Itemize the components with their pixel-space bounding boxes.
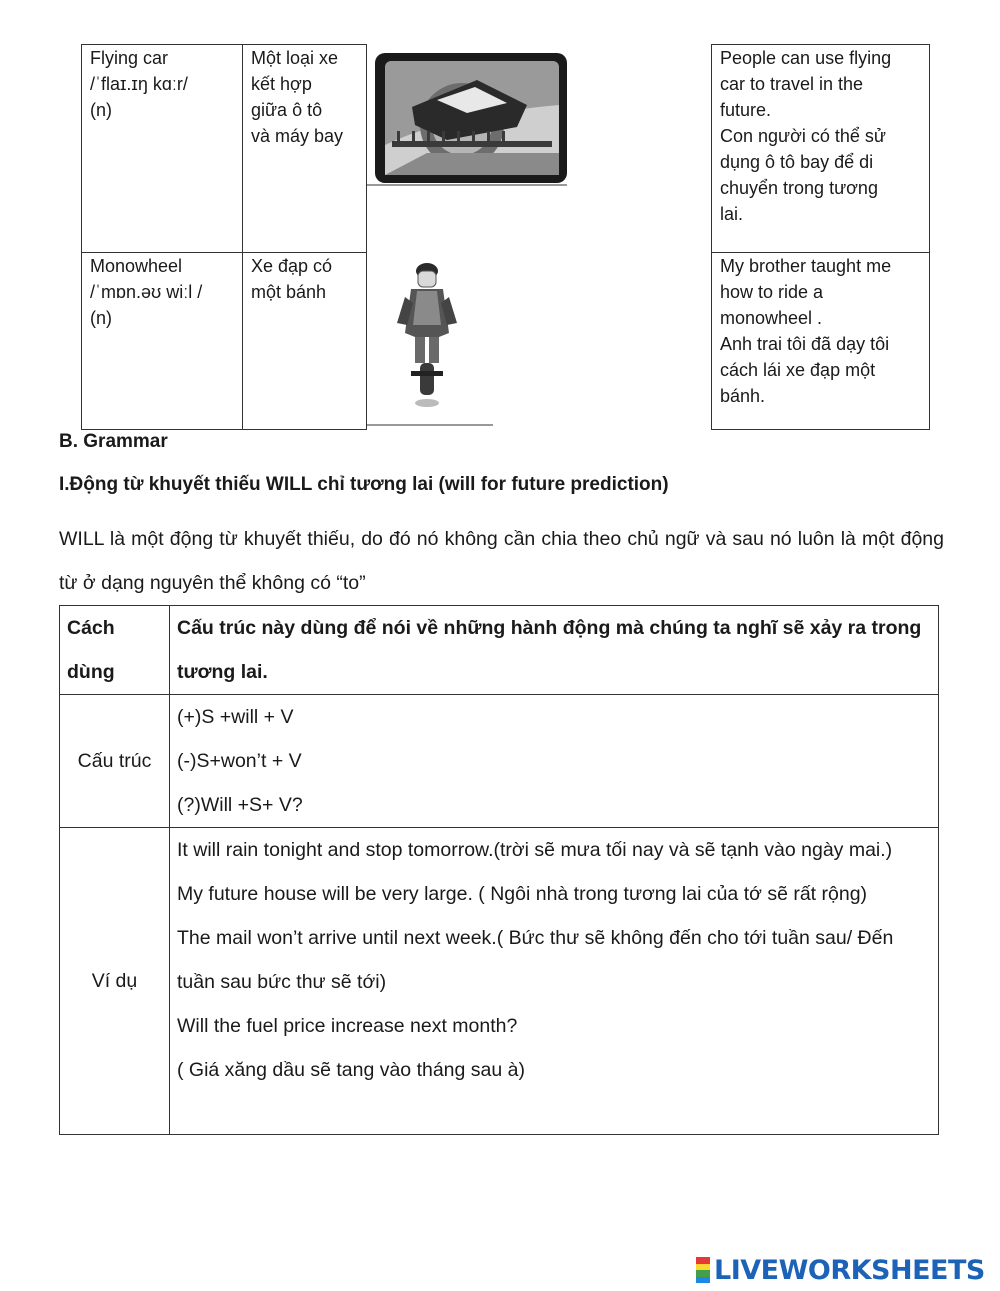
section-title: B. Grammar (59, 431, 168, 452)
usage-label-line: Cách (67, 617, 115, 639)
vocab-example-line: dụng ô tô bay để di (720, 152, 874, 172)
vocab-example-line: My brother taught me (720, 256, 892, 276)
vocab-pronunciation: /ˈflaɪ.ɪŋ kɑːr/ (90, 74, 188, 94)
structure-label: Cấu trúc (60, 695, 170, 828)
vocab-example-line: car to travel in the (720, 74, 864, 94)
vocab-example-line: Anh trai tôi đã dạy tôi (720, 334, 890, 354)
vocab-part-of-speech: (n) (90, 308, 112, 328)
vocab-meaning-line: Một loại xe (251, 48, 339, 68)
usage-label (60, 606, 170, 695)
vocabulary-table (81, 44, 930, 430)
vocab-meaning-line: và máy bay (251, 126, 344, 146)
example-sentence: It will rain tonight and stop tomorrow.(trời sẽ mưa tối nay và sẽ tạnh vào ngày mai.) (177, 839, 893, 861)
example-sentence: ( Giá xăng dầu sẽ tang vào tháng sau à) (177, 1059, 525, 1081)
structure-line: (+)S +will + V (177, 706, 294, 728)
structure-row (60, 695, 939, 828)
structure-line: (-)S+won’t + V (177, 750, 302, 772)
vocab-example-line: monowheel . (720, 308, 823, 328)
grammar-table (59, 605, 939, 1135)
example-sentence: My future house will be very large. ( Ngôi nhà trong tương lai của tớ sẽ rất rộng) (177, 883, 868, 905)
vocab-example-line: future. (720, 100, 772, 120)
vocab-meaning-line: giữa ô tô (251, 100, 323, 120)
flying-car-image (367, 45, 711, 252)
vocab-meaning-line: kết hợp (251, 74, 312, 94)
structure-cell (170, 695, 939, 828)
subsection-title: I.Động từ khuyết thiếu WILL chỉ tương lai (will for future prediction) (59, 474, 669, 495)
example-sentence: The mail won’t arrive until next week.( Bức thư sẽ không đến cho tới tuần sau/ Đến tuần sau bức thư sẽ tới) (177, 927, 894, 993)
vocab-row (82, 45, 930, 253)
vocab-word-cell (82, 45, 243, 253)
vocab-example-line: how to ride a (720, 282, 824, 302)
example-cell (170, 828, 939, 1135)
vocab-row (82, 253, 930, 430)
vocab-example-cell (712, 45, 930, 253)
vocab-example-cell (712, 253, 930, 430)
logo-text: LIVEWORKSHEETS (714, 1254, 985, 1286)
logo-mark-icon (696, 1257, 710, 1283)
structure-line: (?)Will +S+ V? (177, 794, 303, 816)
usage-text: Cấu trúc này dùng để nói về những hành động mà chúng ta nghĩ sẽ xảy ra trong tương lai. (170, 606, 939, 695)
vocab-example-line: People can use flying (720, 48, 892, 68)
vocab-word: Flying car (90, 48, 169, 68)
vocab-part-of-speech: (n) (90, 100, 112, 120)
vocab-meaning-cell (243, 45, 367, 253)
vocab-meaning-cell (243, 253, 367, 430)
monowheel-rider-image (367, 253, 711, 429)
vocab-meaning-line: một bánh (251, 282, 327, 302)
vocab-image-cell (367, 253, 712, 430)
vocab-word-cell (82, 253, 243, 430)
vocab-example-line: bánh. (720, 386, 766, 406)
usage-label-line: dùng (67, 661, 115, 683)
vocab-word: Monowheel (90, 256, 183, 276)
vocab-image-cell (367, 45, 712, 253)
vocab-meaning-line: Xe đạp có (251, 256, 333, 276)
vocab-example-line: cách lái xe đạp một (720, 360, 876, 380)
example-sentence: Will the fuel price increase next month? (177, 1015, 518, 1037)
liveworksheets-logo (696, 1255, 985, 1285)
usage-row (60, 606, 939, 695)
vocab-example-line: lai. (720, 204, 744, 224)
intro-paragraph: WILL là một động từ khuyết thiếu, do đó nó không cần chia theo chủ ngữ và sau nó luôn là một động từ ở dạng nguyên thể không có “to” (59, 528, 944, 594)
vocab-example-line: Con người có thể sử (720, 126, 886, 146)
vocab-example-line: chuyển trong tương (720, 178, 878, 198)
vocab-pronunciation: /ˈmɒn.əʊ wiːl / (90, 282, 203, 302)
example-row (60, 828, 939, 1135)
example-label: Ví dụ (60, 828, 170, 1135)
